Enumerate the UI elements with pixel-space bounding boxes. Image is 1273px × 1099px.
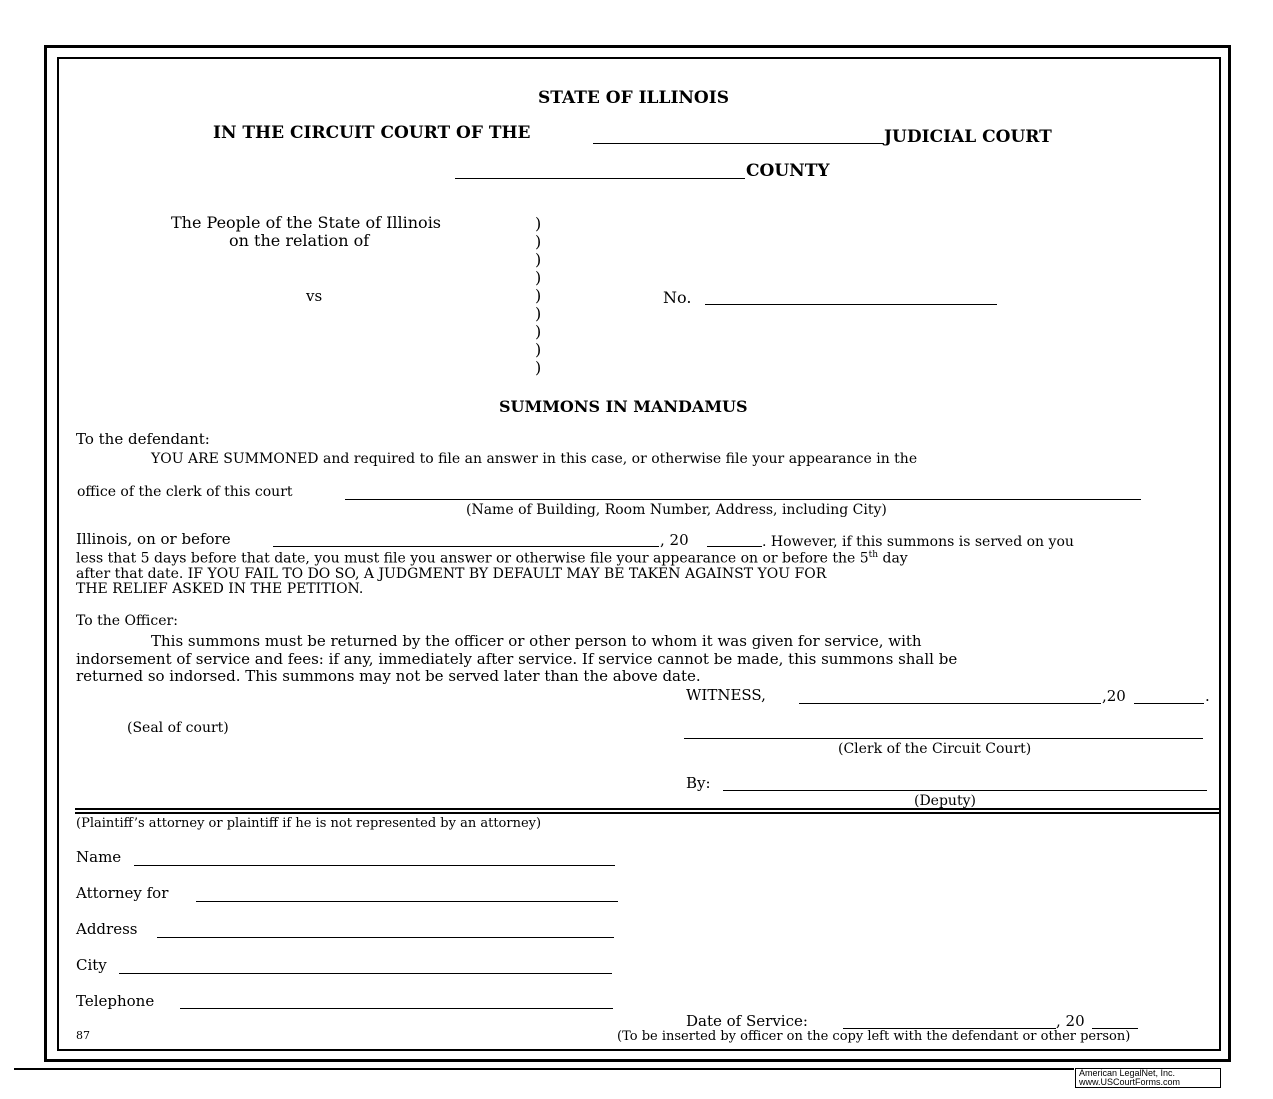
section-divider-top xyxy=(75,808,1221,810)
attorney-caption: (Plaintiff’s attorney or plaintiff if he is not represented by an attorney) xyxy=(76,816,542,831)
city-label: City xyxy=(76,956,107,974)
address-caption: (Name of Building, Room Number, Address, including City) xyxy=(466,502,887,518)
document-title: SUMMONS IN MANDAMUS xyxy=(499,397,748,416)
versus-label: vs xyxy=(306,287,323,305)
address-label: Address xyxy=(76,920,138,938)
telephone-field[interactable] xyxy=(180,1008,613,1009)
case-number-label: No. xyxy=(663,288,692,307)
watermark-company: American LegalNet, Inc. xyxy=(1079,1068,1176,1078)
officer-line-3: returned so indorsed. This summons may not be served later than the above date. xyxy=(76,667,701,685)
caption-paren: ) xyxy=(535,322,542,341)
less-than-tail: day xyxy=(878,550,908,567)
court-address-blank[interactable] xyxy=(345,499,1141,500)
county-name-blank[interactable] xyxy=(455,178,745,179)
less-than-line xyxy=(76,550,908,567)
court-suffix: JUDICIAL COURT xyxy=(884,127,1052,147)
officer-salutation: To the Officer: xyxy=(76,613,178,629)
court-prefix: IN THE CIRCUIT COURT OF THE xyxy=(213,123,531,143)
caption-paren: ) xyxy=(535,232,542,251)
attorney-for-field[interactable] xyxy=(196,901,618,902)
caption-paren: ) xyxy=(535,268,542,287)
case-number-blank[interactable] xyxy=(705,304,997,305)
telephone-label: Telephone xyxy=(76,992,155,1010)
office-prefix: office of the clerk of this court xyxy=(77,484,293,500)
illinois-prefix: Illinois, on or before xyxy=(76,530,231,548)
publisher-watermark[interactable] xyxy=(1075,1068,1221,1088)
caption-paren: ) xyxy=(535,340,542,359)
witness-period: . xyxy=(1205,687,1210,705)
relief-warning: THE RELIEF ASKED IN THE PETITION. xyxy=(76,581,364,597)
caption-paren: ) xyxy=(535,250,542,269)
plaintiff-line-2: on the relation of xyxy=(229,231,370,250)
officer-line-2: indorsement of service and fees: if any, immediately after service. If service cannot be made, this summons shall be xyxy=(76,650,958,668)
answer-year-prefix: , 20 xyxy=(660,531,689,549)
name-field[interactable] xyxy=(134,865,615,866)
witness-year-prefix: ,20 xyxy=(1102,687,1126,705)
default-warning: after that date. IF YOU FAIL TO DO SO, A JUDGMENT BY DEFAULT MAY BE TAKEN AGAINST YOU FOR xyxy=(76,566,827,582)
address-field[interactable] xyxy=(157,937,614,938)
answer-date-blank[interactable] xyxy=(273,546,659,547)
form-number: 87 xyxy=(76,1029,90,1042)
defendant-salutation: To the defendant: xyxy=(76,430,210,448)
caption-paren: ) xyxy=(535,286,542,305)
ordinal-suffix: th xyxy=(868,550,879,560)
caption-paren: ) xyxy=(535,304,542,323)
by-label: By: xyxy=(686,774,711,792)
clerk-signature-line[interactable] xyxy=(684,738,1203,739)
page-bottom-rule xyxy=(14,1068,1074,1070)
summons-line: YOU ARE SUMMONED and required to file an answer in this case, or otherwise file your appearance in the xyxy=(151,451,918,467)
witness-label: WITNESS, xyxy=(686,686,766,704)
name-label: Name xyxy=(76,848,122,866)
attorney-for-label: Attorney for xyxy=(76,884,169,902)
state-heading: STATE OF ILLINOIS xyxy=(538,88,729,108)
witness-date-blank[interactable] xyxy=(799,703,1101,704)
circuit-number-blank[interactable] xyxy=(593,143,883,144)
answer-year-blank[interactable] xyxy=(707,546,762,547)
date-of-service-label: Date of Service: xyxy=(686,1012,808,1030)
witness-year-blank[interactable] xyxy=(1134,703,1204,704)
service-year-prefix: , 20 xyxy=(1056,1012,1085,1030)
plaintiff-line-1: The People of the State of Illinois xyxy=(171,213,442,232)
section-divider-bottom xyxy=(75,812,1221,814)
caption-paren: ) xyxy=(535,358,542,377)
however-text: . However, if this summons is served on you xyxy=(762,534,1074,550)
seal-of-court: (Seal of court) xyxy=(127,720,229,736)
caption-paren: ) xyxy=(535,214,542,233)
watermark-url: www.USCourtForms.com xyxy=(1079,1077,1181,1087)
county-label: COUNTY xyxy=(746,161,830,181)
service-note: (To be inserted by officer on the copy left with the defendant or other person) xyxy=(617,1029,1131,1044)
deputy-caption: (Deputy) xyxy=(914,793,976,809)
deputy-signature-line[interactable] xyxy=(723,790,1207,791)
clerk-caption: (Clerk of the Circuit Court) xyxy=(838,741,1032,757)
city-field[interactable] xyxy=(119,973,612,974)
officer-line-1: This summons must be returned by the officer or other person to whom it was given for service, with xyxy=(151,632,922,650)
less-than-text: less that 5 days before that date, you must file you answer or otherwise file your appearance on or before the 5 xyxy=(76,550,869,567)
